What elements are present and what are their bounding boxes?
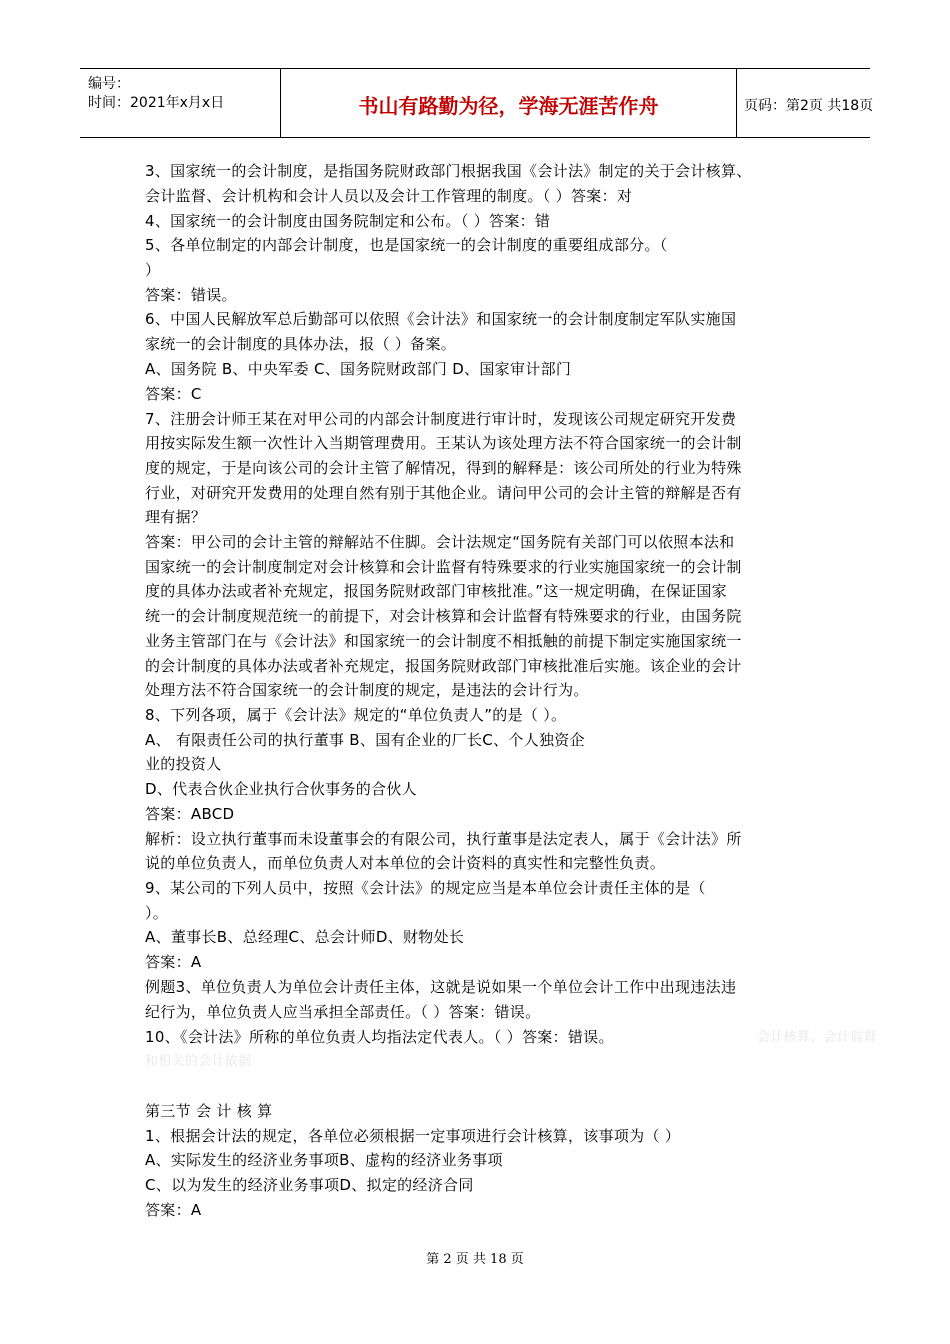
header-right-cell — [736, 69, 874, 137]
text-line: D、代表合伙企业执行合伙事务的合伙人 — [145, 780, 417, 798]
faded-text: 会计核算、会计监督 — [757, 1030, 877, 1045]
motto: 书山有路勤为径，学海无涯苦作舟 — [358, 94, 659, 118]
text-line: 7、注册会计师王某在对甲公司的内部会计制度进行审计时，发现该公司规定研究开发费 — [145, 410, 737, 428]
faded-text: 和相关的会计依据 — [145, 1054, 252, 1069]
text-line: 解析：设立执行董事而未设董事会的有限公司，执行董事是法定表人，属于《会计法》所 — [145, 830, 742, 848]
header-left-cell — [80, 69, 280, 137]
text-line: 第三节 会 计 核 算 — [145, 1102, 273, 1120]
text-line: 例题3、单位负责人为单位会计责任主体，这就是说如果一个单位会计工作中出现违法违 — [145, 978, 737, 996]
text-line: ）。 — [145, 904, 169, 922]
text-line: A、国务院 B、中央军委 C、国务院财政部门 D、国家审计部门 — [145, 360, 572, 378]
header-table — [80, 68, 874, 138]
text-line: 答案：A — [145, 1201, 202, 1219]
text-line: 会计监督、会计机构和会计人员以及会计工作管理的制度。（ ）答案：对 — [145, 187, 633, 205]
text-line: 答案：ABCD — [145, 805, 235, 823]
text-line: 答案：A — [145, 953, 202, 971]
text-line: A、董事长B、总经理C、总会计师D、财物处长 — [145, 928, 465, 946]
text-line: 行业，对研究开发费用的处理自然有别于其他企业。请问甲公司的会计主管的辩解是否有 — [145, 484, 742, 502]
text-line: 9、某公司的下列人员中，按照《会计法》的规定应当是本单位会计责任主体的是（ — [145, 879, 706, 897]
date-label: 时间：2021年x月x日 — [88, 95, 225, 111]
text-line: 理有据？ — [145, 508, 207, 526]
text-line: 8、下列各项，属于《会计法》规定的“单位负责人”的是（ ）。 — [145, 706, 567, 724]
text-line: A、 有限责任公司的执行董事 B、国有企业的厂长C、个人独资企 — [145, 731, 585, 749]
text-line: 说的单位负责人，而单位负责人对本单位的会计资料的真实性和完整性负责。 — [145, 854, 666, 872]
page-footer: 第 2 页 共 18 页 — [426, 1252, 524, 1267]
text-line: 业务主管部门在与《会计法》和国家统一的会计制度不相抵触的前提下制定实施国家统一 — [145, 632, 742, 650]
text-line: 3、国家统一的会计制度，是指国务院财政部门根据我国《会计法》制定的关于会计核算、 — [145, 162, 752, 180]
header-motto-cell — [280, 69, 737, 137]
text-line: 答案：甲公司的会计主管的辩解站不住脚。会计法规定“国务院有关部门可以依照本法和 — [145, 533, 735, 551]
text-line: 的会计制度的具体办法或者补充规定，报国务院财政部门审核批准后实施。该企业的会计 — [145, 657, 742, 675]
text-line: 度的规定，于是向该公司的会计主管了解情况，得到的解释是：该公司所处的行业为特殊 — [145, 459, 742, 477]
text-line: 国家统一的会计制度制定对会计核算和会计监督有特殊要求的行业实施国家统一的会计制 — [145, 558, 742, 576]
number-label: 编号： — [88, 76, 130, 92]
text-line: 处理方法不符合国家统一的会计制度的规定，是违法的会计行为。 — [145, 681, 589, 699]
text-line: 业的投资人 — [145, 755, 222, 773]
text-line: 答案：C — [145, 385, 202, 403]
text-line: 纪行为，单位负责人应当承担全部责任。（ ）答案：错误。 — [145, 1003, 541, 1021]
text-line: 6、中国人民解放军总后勤部可以依照《会计法》和国家统一的会计制度制定军队实施国 — [145, 310, 737, 328]
text-line: 家统一的会计制度的具体办法，报（ ）备案。 — [145, 335, 457, 353]
text-line: 用按实际发生额一次性计入当期管理费用。王某认为该处理方法不符合国家统一的会计制 — [145, 434, 742, 452]
text-line: 统一的会计制度规范统一的前提下，对会计核算和会计监督有特殊要求的行业，由国务院 — [145, 607, 742, 625]
text-line: A、实际发生的经济业务事项B、虚构的经济业务事项 — [145, 1151, 503, 1169]
text-line: 答案：错误。 — [145, 286, 237, 304]
text-line: 4、国家统一的会计制度由国务院制定和公布。（ ）答案：错 — [145, 212, 551, 230]
text-line: ） — [145, 261, 161, 279]
text-line: C、以为发生的经济业务事项D、拟定的经济合同 — [145, 1176, 474, 1194]
text-line: 度的具体办法或者补充规定，报国务院财政部门审核批准。”这一规定明确，在保证国家 — [145, 582, 727, 600]
text-line: 5、各单位制定的内部会计制度，也是国家统一的会计制度的重要组成部分。（ — [145, 236, 668, 254]
text-line: 1、根据会计法的规定，各单位必须根据一定事项进行会计核算，该事项为（ ） — [145, 1127, 681, 1145]
text-line: 10、《会计法》所称的单位负责人均指法定代表人。（ ）答案：错误。 — [145, 1028, 614, 1046]
page-code: 页码：第2页 共18页 — [744, 98, 874, 114]
